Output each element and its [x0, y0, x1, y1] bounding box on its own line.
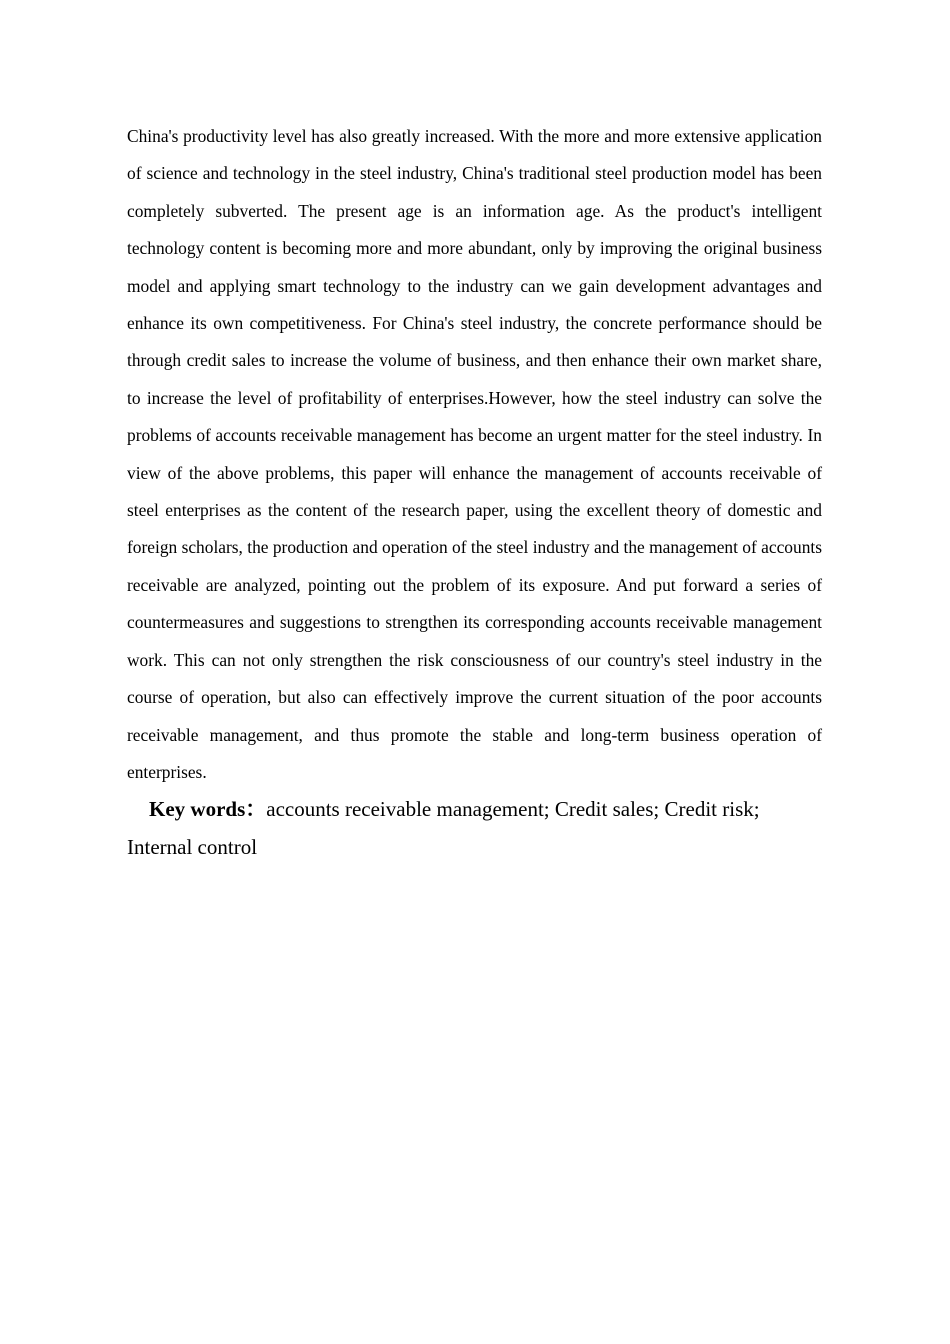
keywords-value: accounts receivable management; Credit sales; Credit risk; Internal control: [127, 797, 760, 859]
abstract-section: [127, 118, 822, 866]
keywords-label: Key words：: [149, 797, 267, 822]
keywords-paragraph: [127, 791, 822, 866]
abstract-body-paragraph: China's productivity level has also greatly increased. With the more and more extensive application of science and technology in the steel industry, China's traditional steel production model has been completely subverted. The present age is an information age. As the product's intelligent technology content is becoming more and more abundant, only by improving the original business model and applying smart technology to the industry can we gain development advantages and enhance its own competitiveness. For China's steel industry, the concrete performance should be through credit sales to increase the volume of business, and then enhance their own market share, to increase the level of profitability of enterprises.However, how the steel industry can solve the problems of accounts receivable management has become an urgent matter for the steel industry. In view of the above problems, this paper will enhance the management of accounts receivable of steel enterprises as the content of the research paper, using the excellent theory of domestic and foreign scholars, the production and operation of the steel industry and the management of accounts receivable are analyzed, pointing out the problem of its exposure. And put forward a series of countermeasures and suggestions to strengthen its corresponding accounts receivable management work. This can not only strengthen the risk consciousness of our country's steel industry in the course of operation, but also can effectively improve the current situation of the poor accounts receivable management, and thus promote the stable and long-term business operation of enterprises.: [127, 126, 822, 782]
